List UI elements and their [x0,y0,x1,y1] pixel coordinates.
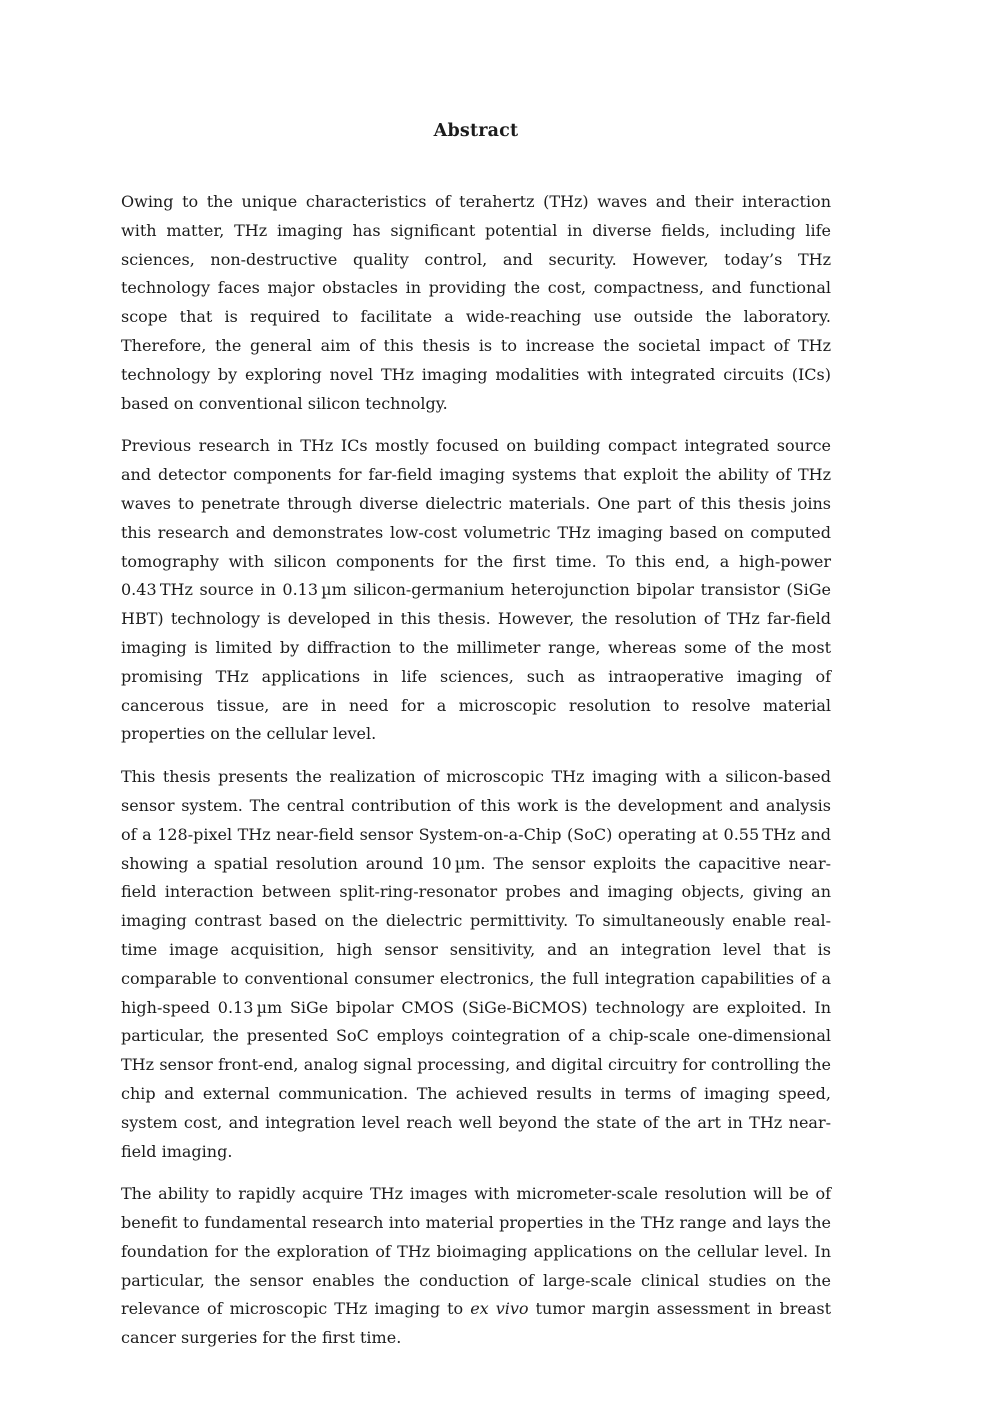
paragraph-text-after-italic: tumor margin assessment in breast cancer surgeries for the first time. [121,1299,832,1348]
latin-term-italic: ex vivo [470,1299,529,1319]
abstract-title: Abstract [433,121,519,141]
abstract-paragraph-2: Previous research in THz ICs mostly focused on building compact integrated source and detector components for far-field imaging systems that exploit the ability of THz waves to penetrate through diverse dielectric materials. One part of this thesis joins this research and demonstrates low-cost volumetric THz imaging based on computed tomography with silicon components for the first time. To this end, a high-power 0.43 THz source in 0.13 µm silicon-germanium heterojunction bipolar transistor (SiGe HBT) technology is developed in this thesis. However, the resolution of THz far-field imaging is limited by diffraction to the millimeter range, whereas some of the most promising THz applications in life sciences, such as intraoperative imaging of cancerous tissue, are in need for a microscopic resolution to resolve material properties on the cellular level. [121,436,831,744]
abstract-paragraph-3: This thesis presents the realization of microscopic THz imaging with a silicon-based sensor system. The central contribution of this work is the development and analysis of a 128-pixel THz near-field sensor System-on-a-Chip (SoC) operating at 0.55 THz and showing a spatial resolution around 10 µm. The sensor exploits the capacitive near-field interaction between split-ring-resonator probes and imaging objects, giving an imaging contrast based on the dielectric permittivity. To simultaneously enable real-time image acquisition, high sensor sensitivity, and an integration level that is comparable to conventional consumer electronics, the full integration capabilities of a high-speed 0.13 µm SiGe bipolar CMOS (SiGe-BiCMOS) technology are exploited. In particular, the presented SoC employs cointegration of a chip-scale one-dimensional THz sensor front-end, analog signal processing, and digital circuitry for controlling the chip and external communication. The achieved results in terms of imaging speed, system cost, and integration level reach well beyond the state of the art in THz near-field imaging. [121,767,831,1161]
abstract-paragraph-4 [121,1180,831,1353]
abstract-paragraph-1: Owing to the unique characteristics of terahertz (THz) waves and their interaction with matter, THz imaging has significant potential in diverse fields, including life sciences, non-destructive quality control, and security. However, today’s THz technology faces major obstacles in providing the cost, compactness, and functional scope that is required to facilitate a wide-reaching use outside the laboratory. Therefore, the general aim of this thesis is to increase the societal impact of THz technology by exploring novel THz imaging modalities with integrated circuits (ICs) based on conventional silicon technolgy. [121,192,831,413]
paragraph-text-before-italic: The ability to rapidly acquire THz images with micrometer-scale resolution will be of benefit to fundamental research into material properties in the THz range and lays the foundation for the exploration of THz bioimaging applications on the cellular level. In particular, the sensor enables the conduction of large-scale clinical studies on the relevance of microscopic THz imaging to [121,1184,831,1319]
